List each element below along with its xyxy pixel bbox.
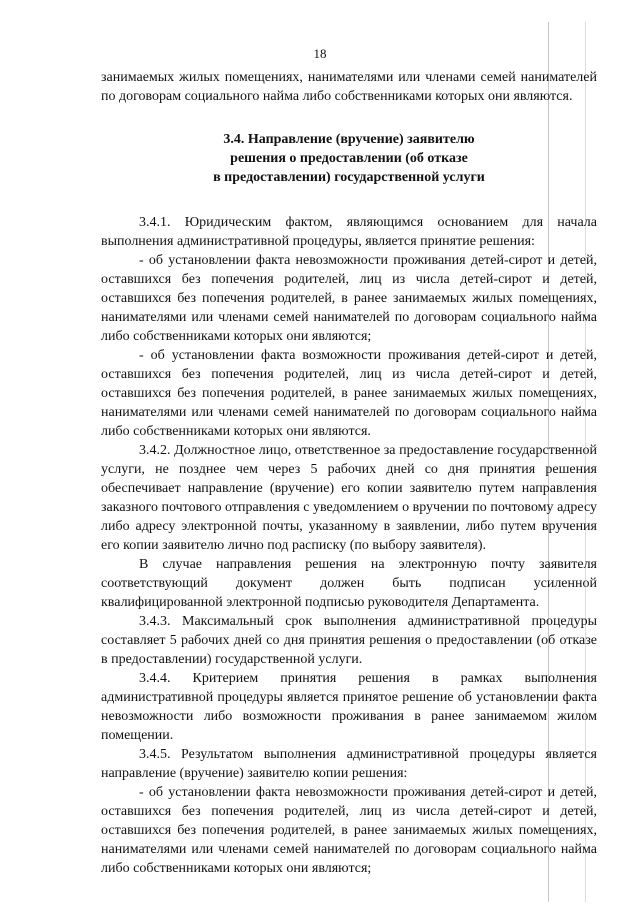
paragraph-3-4-1: 3.4.1. Юридическим фактом, являющимся основанием для начала выполнения административной процедуры, является принятие решения: bbox=[101, 215, 597, 249]
document-body bbox=[101, 68, 597, 878]
list-item-possibility: - об установлении факта возможности проживания детей-сирот и детей, оставшихся без попечения родителей, лиц из числа детей-сирот и детей, оставшихся без попечения родителей, в ранее занимаемых жилых помещениях, нанимателями или членами семей нанимателей по договорам социального найма либо собственниками которых они являются. bbox=[101, 348, 597, 439]
paragraph-3-4-2: 3.4.2. Должностное лицо, ответственное за предоставление государственной услуги, не позднее чем через 5 рабочих дней со дня принятия решения обеспечивает направление (вручение) его копии заявителю путем направления заказного почтового отправления с уведомлением о вручении по почтовому адресу либо адресу электронной почты, указанному в заявлении, либо путем вручения его копии заявителю лично под расписку (по выбору заявителя). bbox=[101, 443, 597, 553]
section-heading bbox=[101, 130, 597, 187]
section-heading-line: в предоставлении) государственной услуги bbox=[213, 170, 485, 185]
continuation-paragraph: занимаемых жилых помещениях, нанимателями или членами семей нанимателей по договорам социального найма либо собственниками которых они являются. bbox=[101, 70, 597, 104]
list-item-impossibility: - об установлении факта невозможности проживания детей-сирот и детей, оставшихся без попечения родителей, лиц из числа детей-сирот и детей, оставшихся без попечения родителей, в ранее занимаемых жилых помещениях, нанимателями или членами семей нанимателей по договорам социального найма либо собственниками которых они являются; bbox=[101, 253, 597, 344]
paragraph-3-4-5: 3.4.5. Результатом выполнения административной процедуры является направление (вручение) заявителю копии решения: bbox=[101, 747, 597, 781]
paragraph-3-4-3: 3.4.3. Максимальный срок выполнения административной процедуры составляет 5 рабочих дней со дня принятия решения о предоставлении (об отказе в предоставлении) государственной услуги. bbox=[101, 614, 597, 667]
paragraph-electronic-signature: В случае направления решения на электронную почту заявителя соответствующий документ должен быть подписан усиленной квалифицированной электронной подписью руководителя Департамента. bbox=[101, 557, 597, 610]
section-heading-line: 3.4. Направление (вручение) заявителю bbox=[223, 132, 475, 147]
page-number: 18 bbox=[313, 46, 327, 61]
paragraph-3-4-4: 3.4.4. Критерием принятия решения в рамках выполнения административной процедуры является принятое решение об установлении факта невозможности либо возможности проживания в ранее занимаемом жилом помещении. bbox=[101, 671, 597, 743]
section-heading-line: решения о предоставлении (об отказе bbox=[230, 151, 468, 166]
list-item-result-impossibility: - об установлении факта невозможности проживания детей-сирот и детей, оставшихся без попечения родителей, лиц из числа детей-сирот и детей, оставшихся без попечения родителей, в ранее занимаемых жилых помещениях, нанимателями или членами семей нанимателей по договорам социального найма либо собственниками которых они являются; bbox=[101, 785, 597, 876]
